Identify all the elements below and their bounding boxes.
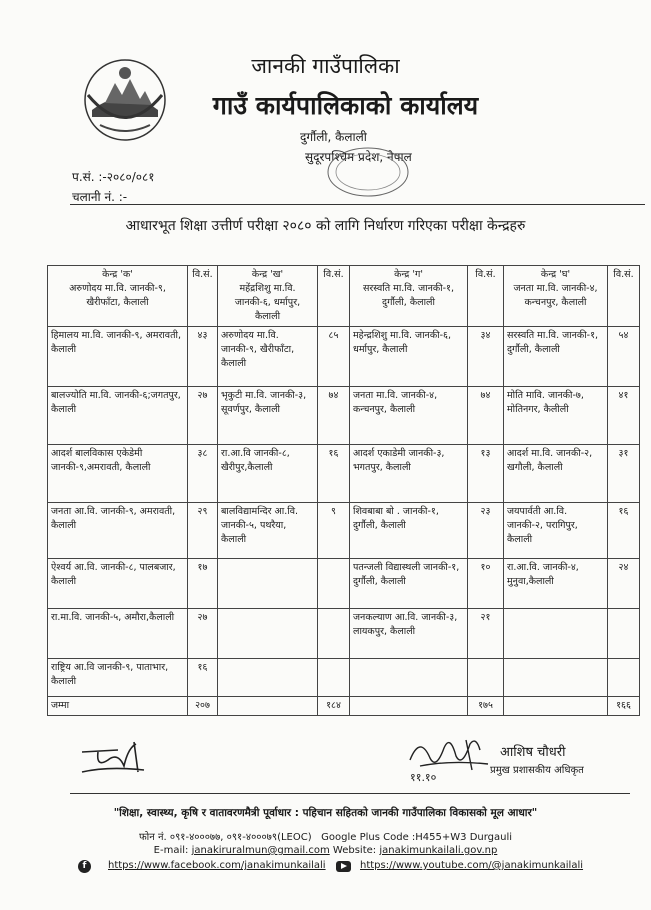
total-cell: २०७ bbox=[188, 697, 218, 716]
school-cell: जयपार्वती आ.वि. जानकी-२, परागिपुर, कैलाली bbox=[504, 503, 608, 559]
center-label: केन्द्र 'क' bbox=[102, 269, 133, 280]
count-header: वि.सं. bbox=[188, 266, 218, 327]
school-cell bbox=[504, 609, 608, 659]
letter-subject: आधारभूत शिक्षा उत्तीर्ण परीक्षा २०८० को लागि निर्धारण गरिएका परीक्षा केन्द्रहरु bbox=[125, 218, 526, 234]
total-label: जम्मा bbox=[48, 697, 188, 716]
school-cell: राष्ट्रिय आ.वि जानकी-९, पाताभार, कैलाली bbox=[48, 659, 188, 697]
empty-cell bbox=[504, 697, 608, 716]
table-row bbox=[48, 609, 640, 659]
officer-title: प्रमुख प्रशासकीय अधिकृत bbox=[490, 765, 584, 776]
website-label: Website: bbox=[332, 845, 377, 856]
count-cell: ९ bbox=[318, 503, 350, 559]
count-header: वि.सं. bbox=[468, 266, 504, 327]
center-name: सरस्वति मा.वि. जानकी-१, दुर्गौली, कैलाली bbox=[362, 283, 455, 308]
center-ga-header bbox=[350, 266, 468, 327]
count-cell: १३ bbox=[468, 445, 504, 503]
school-cell: शिवबाबा बो . जानकी-१, दुर्गौली, कैलाली bbox=[350, 503, 468, 559]
dispatch-number: चलानी नं. :- bbox=[72, 190, 128, 204]
school-cell: रा.मा.वि. जानकी-५, अमौरा,कैलाली bbox=[48, 609, 188, 659]
center-name: अरुणोदय मा.वि. जानकी-९, खैरीफाँटा, कैलाली bbox=[69, 283, 166, 308]
school-cell: मोति मावि. जानकी-७, मोतिनगर, कैलीली bbox=[504, 387, 608, 445]
count-cell: १६ bbox=[188, 659, 218, 697]
school-cell bbox=[350, 659, 468, 697]
school-cell: सरस्वति मा.वि. जानकी-१, दुर्गौली, कैलाली bbox=[504, 327, 608, 387]
center-label: केन्द्र 'ख' bbox=[251, 269, 284, 280]
table-row bbox=[48, 503, 640, 559]
count-cell bbox=[318, 609, 350, 659]
school-cell: रा.आ.वि. जानकी-४, मुनुवा,कैलाली bbox=[504, 559, 608, 609]
count-cell: ३४ bbox=[468, 327, 504, 387]
table-row bbox=[48, 659, 640, 697]
school-cell: जनता आ.वि. जानकी-९, अमरावती, कैलाली bbox=[48, 503, 188, 559]
total-cell: १८४ bbox=[318, 697, 350, 716]
empty-cell bbox=[350, 697, 468, 716]
email-label: E-mail: bbox=[153, 845, 189, 856]
count-cell: ५४ bbox=[608, 327, 640, 387]
school-cell: बालविद्यामन्दिर आ.वि. जानकी-५, पथरैया, कैलाली bbox=[218, 503, 318, 559]
count-cell: ४३ bbox=[188, 327, 218, 387]
count-cell: ७४ bbox=[468, 387, 504, 445]
count-cell: २३ bbox=[468, 503, 504, 559]
school-cell: बालज्योति मा.वि. जानकी-६;जगतपुर, कैलाली bbox=[48, 387, 188, 445]
center-label: केन्द्र 'ग' bbox=[394, 269, 423, 280]
school-cell: जनता मा.वि. जानकी-४, कन्चनपुर, कैलाली bbox=[350, 387, 468, 445]
table-header-row bbox=[48, 266, 640, 327]
school-cell: रा.आ.वि जानकी-८, खैरीपुर,कैलाली bbox=[218, 445, 318, 503]
left-signature-icon bbox=[78, 738, 150, 778]
office-name: गाउँ कार्यपालिकाको कार्यालय bbox=[212, 91, 479, 120]
signature-date: ११.१० bbox=[410, 771, 437, 784]
center-kha-header bbox=[218, 266, 318, 327]
office-stamp-icon bbox=[298, 140, 418, 200]
count-cell: ७४ bbox=[318, 387, 350, 445]
center-label: केन्द्र 'घ' bbox=[540, 269, 571, 280]
table-row bbox=[48, 327, 640, 387]
school-cell bbox=[504, 659, 608, 697]
school-cell: ऐश्वर्य आ.वि. जानकी-८, पालबजार, कैलाली bbox=[48, 559, 188, 609]
school-cell: अरुणोदय मा.वि. जानकी-९, खैरीफाँटा, कैलाली bbox=[218, 327, 318, 387]
school-cell bbox=[218, 659, 318, 697]
school-cell: पतन्जली विद्यास्थली जानकी-१, दुर्गौली, कैलाली bbox=[350, 559, 468, 609]
center-name: जनता मा.वि. जानकी-४, कन्चनपुर, कैलाली bbox=[513, 283, 598, 308]
header-divider bbox=[70, 204, 645, 205]
count-header: वि.सं. bbox=[608, 266, 640, 327]
school-cell bbox=[218, 559, 318, 609]
school-cell bbox=[218, 609, 318, 659]
count-cell bbox=[318, 559, 350, 609]
empty-cell bbox=[218, 697, 318, 716]
facebook-icon: f bbox=[78, 860, 91, 873]
count-cell: २७ bbox=[188, 387, 218, 445]
municipality-name: जानकी गाउँपालिका bbox=[251, 54, 400, 78]
school-cell: आदर्श बालविकास एकेडेमी जानकी-९,अमरावती, कैलाली bbox=[48, 445, 188, 503]
google-plus-code: Google Plus Code :H455+W3 Durgauli bbox=[321, 832, 513, 843]
count-cell: १६ bbox=[608, 503, 640, 559]
count-cell bbox=[468, 659, 504, 697]
footer-email-row bbox=[0, 845, 651, 856]
reference-number: प.सं. :-२०८०/०८१ bbox=[72, 170, 155, 184]
school-cell: महेन्द्रशिशु मा.वि. जानकी-६, धर्मापुर, कैलाली bbox=[350, 327, 468, 387]
school-cell: हिमालय मा.वि. जानकी-९, अमरावती, कैलाली bbox=[48, 327, 188, 387]
count-cell: ४१ bbox=[608, 387, 640, 445]
facebook-link[interactable]: https://www.facebook.com/janakimunkailali bbox=[108, 860, 326, 871]
count-cell: २९ bbox=[188, 503, 218, 559]
table-row bbox=[48, 445, 640, 503]
count-cell: १७ bbox=[188, 559, 218, 609]
office-location: दुर्गौली, कैलाली bbox=[300, 130, 367, 144]
phone-numbers: फोन नं. ०९१-४०००७७, ०९१-४०००७९(LEOC) bbox=[138, 832, 312, 843]
count-cell bbox=[608, 659, 640, 697]
youtube-icon bbox=[336, 861, 351, 872]
count-cell: २१ bbox=[468, 609, 504, 659]
count-cell: ३८ bbox=[188, 445, 218, 503]
office-province: सुदूरपश्चिम प्रदेश, नेपाल bbox=[305, 150, 412, 164]
exam-centers-table bbox=[47, 265, 640, 716]
count-cell: ८५ bbox=[318, 327, 350, 387]
total-cell: १७५ bbox=[468, 697, 504, 716]
table-row bbox=[48, 559, 640, 609]
footer-motto: "शिक्षा, स्वास्थ्य, कृषि र वातावरणमैत्री पूर्वाधार : पहिचान सहितको जानकी गाउँपालिका विकासको मूल आधार" bbox=[113, 807, 538, 819]
officer-name: आशिष चौधरी bbox=[500, 745, 566, 760]
email-link[interactable]: janakiruralmun@gmail.com bbox=[191, 845, 330, 856]
count-cell bbox=[608, 609, 640, 659]
school-cell: आदर्श मा.वि. जानकी-२, खगौली, कैलाली bbox=[504, 445, 608, 503]
count-cell: १६ bbox=[318, 445, 350, 503]
total-cell: १६६ bbox=[608, 697, 640, 716]
count-cell: २४ bbox=[608, 559, 640, 609]
website-link[interactable]: janakimunkailali.gov.np bbox=[379, 845, 498, 856]
school-cell: जनकल्याण आ.वि. जानकी-३, लायकपुर, कैलाली bbox=[350, 609, 468, 659]
count-cell: ३१ bbox=[608, 445, 640, 503]
table-total-row bbox=[48, 697, 640, 716]
school-cell: भृकुटी मा.वि. जानकी-३, सूवर्णपुर, कैलाली bbox=[218, 387, 318, 445]
center-ka-header bbox=[48, 266, 188, 327]
count-header: वि.सं. bbox=[318, 266, 350, 327]
youtube-link[interactable]: https://www.youtube.com/@janakimunkailali bbox=[360, 860, 584, 871]
footer-divider bbox=[70, 793, 630, 794]
school-cell: आदर्श एकाडेमी जानकी-३, भगतपुर, कैलाली bbox=[350, 445, 468, 503]
count-cell bbox=[318, 659, 350, 697]
center-gha-header bbox=[504, 266, 608, 327]
center-name: महेंद्रशिशु मा.वि. जानकी-६, धर्मापुर, कैलाली bbox=[234, 283, 301, 322]
table-row bbox=[48, 387, 640, 445]
footer-contact bbox=[0, 829, 651, 843]
count-cell: २७ bbox=[188, 609, 218, 659]
count-cell: १० bbox=[468, 559, 504, 609]
